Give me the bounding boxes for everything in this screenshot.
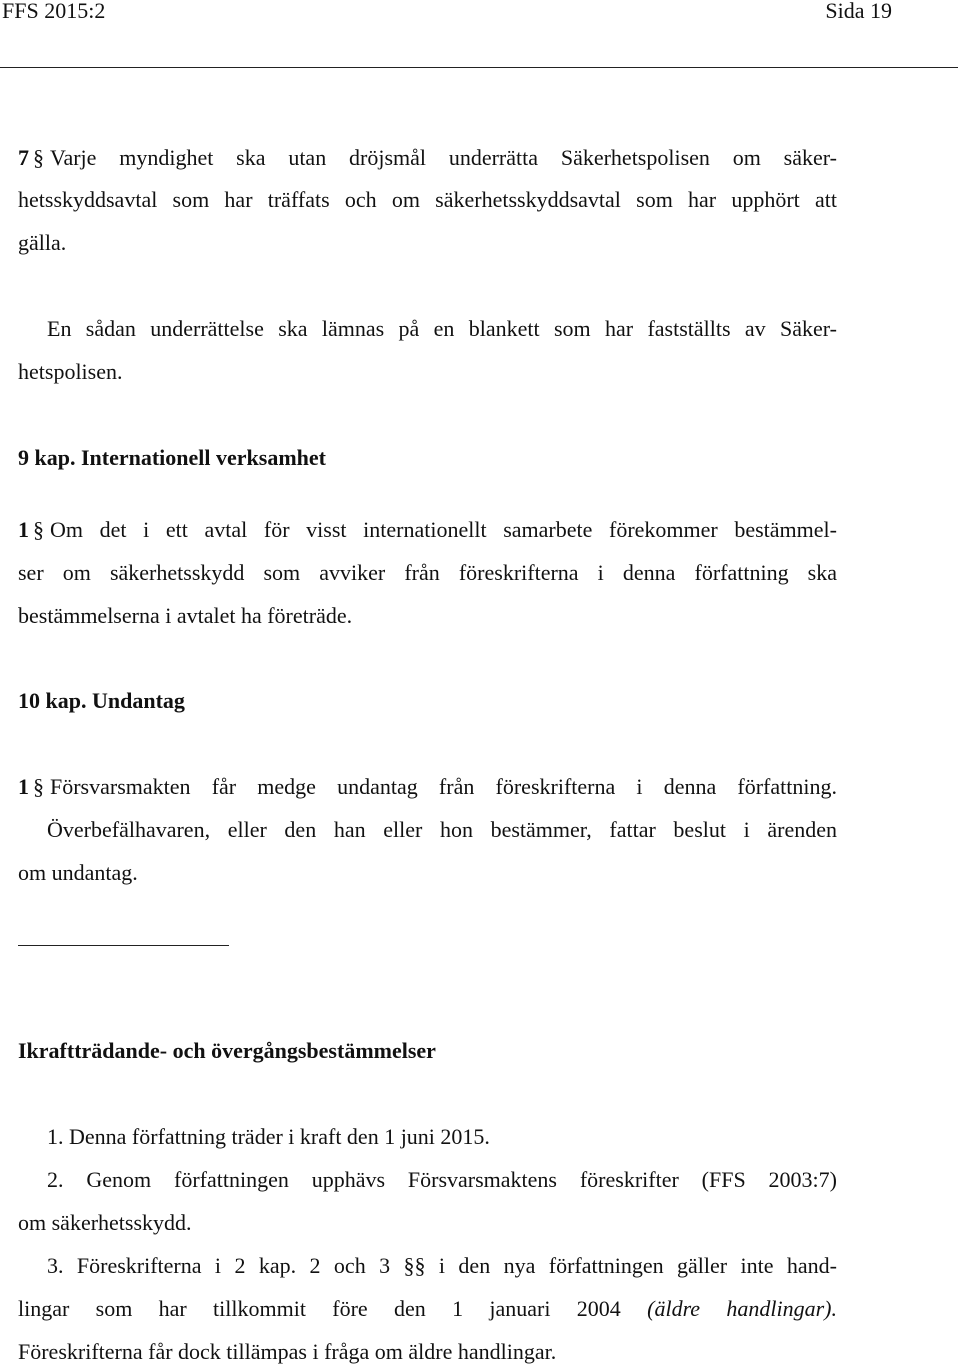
header-rule [0,67,958,68]
chapter-9-heading: 9 kap. Internationell verksamhet [18,445,326,470]
transitional-item-3-line-2 [18,1294,837,1324]
publication-id: FFS 2015:2 [2,0,106,23]
chapter-10-section-1-line-1 [18,772,837,802]
transitional-item-3-text: lingar som har tillkommit före den 1 januari 2004 [18,1296,621,1321]
section-sign: § [33,774,44,799]
chapter-9-section-1-line-1 [18,515,837,545]
section-number: 7 [18,145,29,170]
section-7-para-2-line-1: En sådan underrättelse ska lämnas på en blankett som har fastställts av Säker- [47,316,837,341]
section-7-line-2: hetsskyddsavtal som har träffats och om säkerhetsskyddsavtal som har upphört att [18,187,837,212]
transitional-item-1: 1. Denna författning träder i kraft den 1 juni 2015. [47,1124,490,1149]
chapter-9-section-1-line-2: ser om säkerhetsskydd som avviker från föreskrifterna i denna författning ska [18,560,837,585]
chapter-9-section-1-line-3: bestämmelserna i avtalet ha företräde. [18,603,353,628]
section-7-line-3: gälla. [18,230,67,255]
transitional-item-3-line-1: 3. Föreskrifterna i 2 kap. 2 och 3 §§ i den nya författningen gäller inte hand- [47,1253,837,1278]
transitional-heading: Ikraftträdande- och övergångsbestämmelser [18,1038,436,1063]
transitional-item-2-line-2: om säkerhetsskydd. [18,1210,192,1235]
section-7-para-2-line-2: hetspolisen. [18,359,123,384]
section-7-text-1: Varje myndighet ska utan dröjsmål underrätta Säkerhetspolisen om säker- [50,145,837,170]
section-7-line-1 [18,143,837,173]
chapter-10-text-1: Försvarsmakten får medge undantag från föreskrifterna i denna författning. [50,774,837,799]
page-number: Sida 19 [825,0,892,23]
chapter-9-text-1: Om det i ett avtal för visst internationellt samarbete förekommer bestämmel- [50,517,837,542]
section-sign: § [33,517,44,542]
section-number: 1 [18,517,29,542]
separator-rule [18,945,229,946]
section-sign: § [33,145,44,170]
transitional-item-3-italic: (äldre handlingar). [647,1296,838,1321]
chapter-10-para-2-line-1: Överbefälhavaren, eller den han eller hon bestämmer, fattar beslut i ärenden [47,817,837,842]
transitional-item-3-line-3: Föreskrifterna får dock tillämpas i fråga om äldre handlingar. [18,1339,557,1364]
transitional-item-2-line-1: 2. Genom författningen upphävs Försvarsmaktens föreskrifter (FFS 2003:7) [47,1167,837,1192]
chapter-10-heading: 10 kap. Undantag [18,688,185,713]
chapter-10-para-2-line-2: om undantag. [18,860,138,885]
section-number: 1 [18,774,29,799]
